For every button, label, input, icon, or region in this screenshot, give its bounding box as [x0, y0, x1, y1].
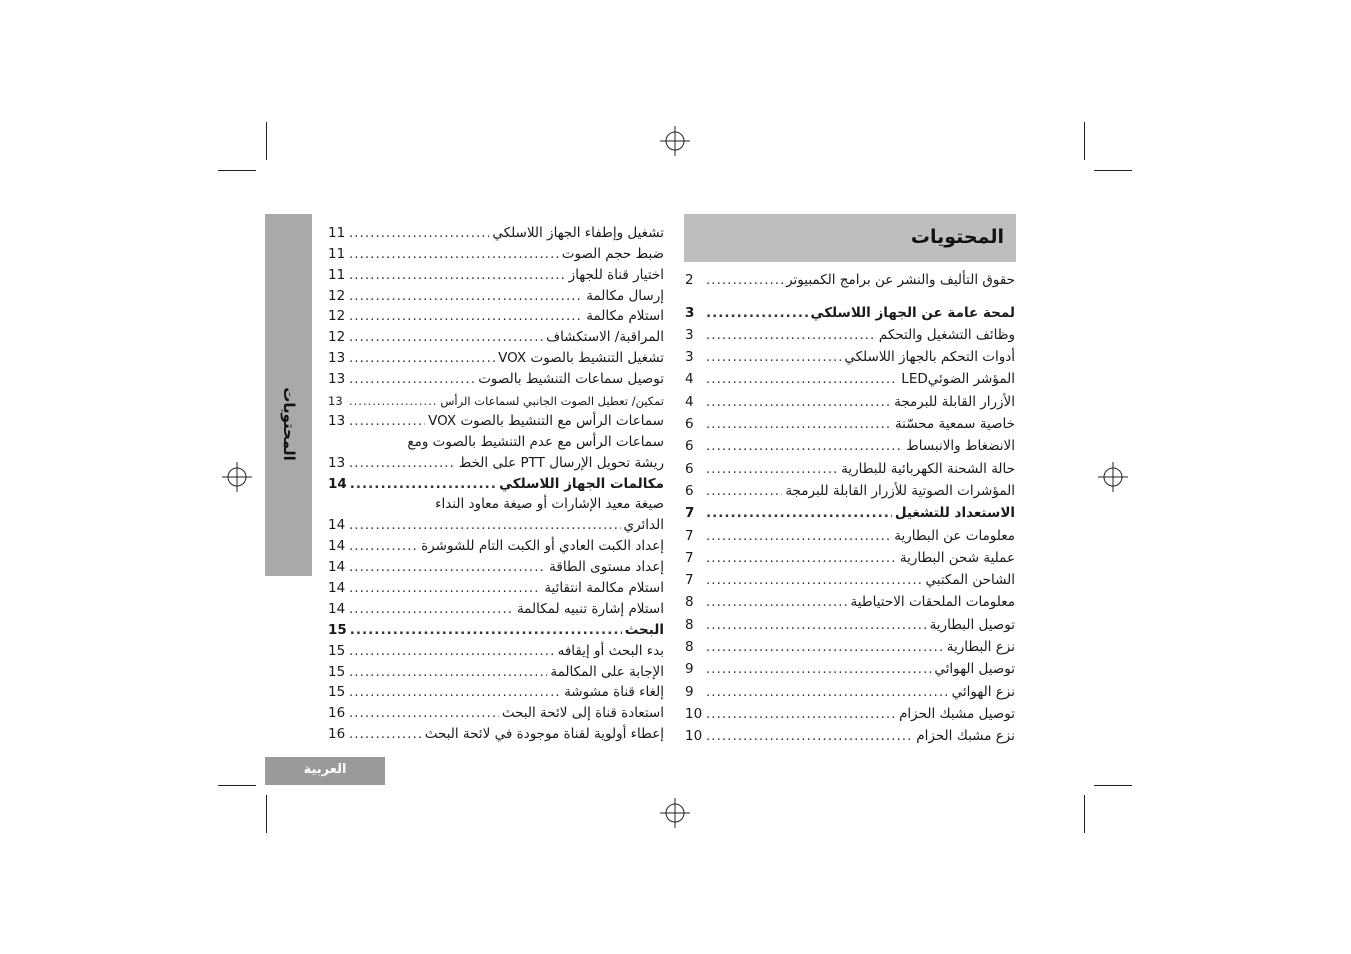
toc-entry[interactable] [685, 343, 1015, 365]
toc-entry[interactable] [328, 304, 664, 325]
toc-page-number: 14 [328, 580, 346, 597]
toc-entry-title: بدء البحث أو إيقافه [557, 642, 664, 659]
toc-entry[interactable] [328, 554, 664, 575]
toc-entry[interactable] [328, 450, 664, 471]
toc-dot-leader [706, 505, 892, 521]
toc-page-number: 12 [328, 329, 346, 346]
toc-section-heading[interactable] [685, 298, 1015, 320]
toc-entry-title: تمكين/ تعطيل الصوت الجانبي لسماعات الرأس [440, 394, 664, 409]
toc-dot-leader [706, 572, 923, 588]
toc-entry[interactable] [328, 241, 664, 262]
toc-entry-title: إلغاء قناة مشوشة [564, 684, 664, 701]
toc-section-heading[interactable] [328, 471, 664, 492]
toc-page-number: 6 [685, 438, 694, 455]
toc-dot-leader [349, 684, 561, 700]
toc-entry[interactable] [328, 387, 664, 408]
toc-page-number: 8 [685, 594, 694, 611]
toc-entry-title: حالة الشحنة الكهربائية للبطارية [841, 460, 1015, 477]
toc-dot-leader [706, 661, 931, 677]
toc-page-number: 15 [328, 684, 346, 701]
toc-page-number: 6 [685, 416, 694, 433]
crop-mark [1084, 122, 1085, 160]
page-title: المحتويات [910, 226, 1004, 248]
toc-dot-leader [349, 225, 489, 241]
crop-mark [1084, 795, 1085, 833]
toc-page-number: 13 [328, 412, 346, 429]
toc-entry[interactable] [685, 432, 1015, 454]
toc-dot-leader [706, 684, 949, 700]
toc-entry-title: المؤشرات الصوتية للأزرار القابلة للبرمجة [785, 482, 1015, 499]
toc-entry[interactable] [328, 324, 664, 345]
toc-entry[interactable] [328, 680, 664, 701]
toc-page-number: 2 [685, 272, 694, 289]
toc-dot-leader [706, 461, 838, 477]
registration-mark-icon [222, 462, 252, 492]
toc-dot-leader [349, 664, 547, 680]
toc-page-number: 13 [328, 394, 343, 409]
toc-page-number: 8 [685, 616, 694, 633]
toc-entry-title: خاصية سمعية محسّنة [894, 416, 1015, 433]
toc-dot-leader [706, 394, 891, 410]
toc-entry-title: الدائري [623, 517, 664, 534]
toc-dot-leader [706, 728, 913, 744]
toc-page-number: 11 [328, 245, 346, 262]
toc-section-heading[interactable] [328, 617, 664, 638]
toc-entry[interactable] [685, 387, 1015, 409]
toc-page-number: 7 [685, 549, 694, 566]
registration-mark-icon [660, 798, 690, 828]
toc-entry[interactable] [685, 700, 1015, 722]
toc-page-number: 13 [328, 371, 346, 388]
toc-dot-leader [706, 483, 782, 499]
toc-spacer [685, 288, 1015, 298]
toc-entry[interactable] [328, 512, 664, 533]
toc-dot-leader [349, 517, 621, 533]
toc-entry[interactable] [685, 544, 1015, 566]
language-tab-label: العربية [303, 762, 347, 777]
toc-entry-title: نزع مشبك الحزام [916, 728, 1015, 745]
toc-entry-title: حقوق التأليف والنشر عن برامج الكمبيوتر [786, 272, 1015, 289]
toc-dot-leader [349, 559, 546, 575]
toc-dot-leader [349, 601, 514, 617]
registration-mark-icon [660, 126, 690, 156]
toc-page-number: 6 [685, 482, 694, 499]
toc-entry-title: وظائف التشغيل والتحكم [878, 326, 1015, 343]
toc-entry[interactable] [685, 365, 1015, 387]
toc-dot-leader [349, 329, 543, 345]
crop-mark [218, 170, 256, 171]
toc-dot-leader [349, 371, 475, 387]
toc-dot-leader [349, 538, 418, 554]
toc-dot-leader [350, 622, 622, 638]
toc-entry-title: توصيل البطارية [929, 616, 1015, 633]
toc-entry-title: توصيل الهوائي [934, 661, 1015, 678]
toc-page-number: 12 [328, 308, 346, 325]
toc-entry-title: المؤشر الضوئيLED [901, 371, 1015, 388]
toc-entry[interactable] [328, 220, 664, 241]
toc-entry[interactable] [685, 588, 1015, 610]
toc-entry-title: الاستعداد للتشغيل [894, 505, 1015, 522]
toc-page-number: 6 [685, 460, 694, 477]
toc-column-left [328, 220, 664, 742]
crop-mark [218, 785, 256, 786]
toc-entry[interactable] [685, 655, 1015, 677]
toc-entry-title: استلام إشارة تنبيه لمكالمة [516, 600, 664, 617]
crop-mark [1094, 785, 1132, 786]
toc-entry-title: استلام مكالمة [586, 308, 664, 325]
toc-entry[interactable] [328, 366, 664, 387]
toc-entry[interactable] [685, 610, 1015, 632]
toc-entry-title: مكالمات الجهاز اللاسلكي [499, 475, 664, 492]
toc-entry-title: نزع الهوائي [951, 683, 1015, 700]
toc-entry-title: إعداد مستوى الطاقة [549, 559, 664, 576]
toc-dot-leader [706, 550, 897, 566]
toc-dot-leader [349, 705, 499, 721]
toc-page-number: 7 [685, 572, 694, 589]
toc-page-number: 11 [328, 224, 346, 241]
toc-entry[interactable] [685, 266, 1015, 288]
toc-column-right [685, 266, 1015, 744]
toc-entry[interactable] [328, 533, 664, 554]
toc-page-number: 13 [328, 350, 346, 367]
toc-entry[interactable] [328, 659, 664, 680]
toc-page-number: 3 [685, 349, 694, 366]
toc-entry-title: نزع البطارية [946, 639, 1015, 656]
toc-entry[interactable] [328, 283, 664, 304]
toc-entry[interactable] [328, 429, 664, 450]
toc-entry-title: صيغة معيد الإشارات أو صيغة معاود النداء [435, 496, 664, 513]
toc-page-number: 13 [328, 454, 346, 471]
toc-entry[interactable] [328, 700, 664, 721]
toc-entry-title: تشغيل التنشيط بالصوت VOX [498, 350, 664, 367]
toc-entry[interactable] [685, 321, 1015, 343]
toc-entry-title: الإجابة على المكالمة [550, 663, 664, 680]
side-tab [265, 214, 312, 576]
toc-page-number: 7 [685, 527, 694, 544]
toc-entry-title: إعطاء أولوية لقناة موجودة في لائحة البحث [424, 726, 664, 743]
toc-entry[interactable] [685, 722, 1015, 744]
crop-mark [1094, 170, 1132, 171]
toc-page-number: 14 [328, 538, 346, 555]
toc-entry[interactable] [328, 575, 664, 596]
toc-entry[interactable] [685, 677, 1015, 699]
toc-entry-title: إعداد الكبت العادي أو الكبت التام للشوشرة [421, 538, 664, 555]
toc-dot-leader [349, 580, 541, 596]
toc-page-number: 15 [328, 642, 346, 659]
toc-entry-title: استلام مكالمة انتقائية [544, 580, 664, 597]
toc-entry-title: توصيل مشبك الحزام [899, 705, 1015, 722]
toc-entry-title: الشاحن المكتبي [925, 572, 1015, 589]
toc-section-heading[interactable] [685, 499, 1015, 521]
toc-entry-title: سماعات الرأس مع عدم التنشيط بالصوت ومع [407, 433, 664, 450]
toc-dot-leader [349, 267, 566, 283]
toc-page-number: 4 [685, 393, 694, 410]
toc-entry-title: أدوات التحكم بالجهاز اللاسلكي [844, 349, 1015, 366]
toc-entry-title: الانضغاط والانبساط [906, 438, 1015, 455]
toc-page-number: 10 [685, 728, 703, 745]
toc-entry-title: سماعات الرأس مع التنشيط بالصوت VOX [428, 412, 664, 429]
toc-dot-leader [349, 455, 456, 471]
toc-page-number: 7 [685, 505, 695, 522]
crop-mark [266, 795, 267, 833]
toc-dot-leader [706, 327, 876, 343]
toc-entry[interactable] [685, 633, 1015, 655]
toc-page-number: 3 [685, 326, 694, 343]
toc-page-number: 10 [685, 705, 703, 722]
toc-dot-leader [706, 438, 903, 454]
toc-entry-title: البحث [624, 621, 664, 638]
toc-dot-leader [706, 416, 892, 432]
toc-dot-leader [706, 617, 927, 633]
toc-dot-leader [706, 371, 898, 387]
toc-dot-leader [706, 528, 891, 544]
toc-entry[interactable] [328, 721, 664, 742]
toc-page-number: 15 [328, 663, 346, 680]
toc-entry-title: اختيار قناة للجهاز [568, 266, 664, 283]
toc-dot-leader [349, 308, 583, 324]
toc-page-number: 14 [328, 559, 346, 576]
toc-entry[interactable] [685, 566, 1015, 588]
toc-page-number: 8 [685, 639, 694, 656]
toc-page-number: 14 [328, 600, 346, 617]
toc-page-number: 9 [685, 683, 694, 700]
toc-dot-leader [706, 706, 896, 722]
toc-dot-leader [706, 594, 848, 610]
toc-entry-title: المراقبة/ الاستكشاف [546, 329, 664, 346]
toc-entry[interactable] [328, 262, 664, 283]
toc-dot-leader [349, 413, 425, 429]
toc-page-number: 12 [328, 287, 346, 304]
toc-entry-title: لمحة عامة عن الجهاز اللاسلكي [810, 304, 1015, 321]
toc-entry-title: الأزرار القابلة للبرمجة [894, 393, 1015, 410]
toc-entry-title: إرسال مكالمة [586, 287, 664, 304]
toc-entry[interactable] [685, 410, 1015, 432]
toc-page-number: 16 [328, 726, 346, 743]
toc-entry-title: ضبط حجم الصوت [561, 245, 664, 262]
toc-entry[interactable] [328, 345, 664, 366]
toc-page-number: 3 [685, 304, 695, 321]
crop-mark [266, 122, 267, 160]
side-tab-label: المحتويات [279, 387, 298, 461]
toc-dot-leader [349, 246, 559, 262]
toc-dot-leader [706, 349, 841, 365]
toc-entry[interactable] [328, 596, 664, 617]
toc-dot-leader [706, 305, 808, 321]
title-band [684, 214, 1016, 262]
toc-entry-title: تشغيل وإطفاء الجهاز اللاسلكي [492, 224, 664, 241]
toc-dot-leader [350, 476, 496, 492]
toc-entry-title: معلومات الملحقات الاحتياطية [850, 594, 1015, 611]
toc-entry[interactable] [685, 454, 1015, 476]
toc-entry-title: ريشة تحويل الإرسال PTT على الخط [458, 454, 664, 471]
toc-dot-leader [706, 639, 944, 655]
toc-entry-title: عملية شحن البطارية [899, 549, 1015, 566]
toc-entry[interactable] [328, 638, 664, 659]
toc-page-number: 14 [328, 517, 346, 534]
toc-page-number: 11 [328, 266, 346, 283]
toc-page-number: 9 [685, 661, 694, 678]
toc-entry-title: استعادة قناة إلى لائحة البحث [501, 705, 664, 722]
toc-page-number: 14 [328, 475, 347, 492]
toc-dot-leader [706, 272, 783, 288]
toc-dot-leader [349, 726, 422, 742]
toc-entry[interactable] [328, 408, 664, 429]
toc-entry[interactable] [685, 477, 1015, 499]
toc-dot-leader [349, 643, 555, 659]
toc-page-number: 4 [685, 371, 694, 388]
toc-dot-leader [349, 394, 437, 408]
toc-page-number: 16 [328, 705, 346, 722]
registration-mark-icon [1098, 462, 1128, 492]
language-tab [265, 757, 385, 785]
toc-dot-leader [349, 288, 583, 304]
toc-page-number: 15 [328, 621, 347, 638]
toc-entry-title: معلومات عن البطارية [894, 527, 1015, 544]
toc-entry[interactable] [328, 492, 664, 513]
toc-dot-leader [349, 350, 495, 366]
toc-entry-title: توصيل سماعات التنشيط بالصوت [478, 371, 664, 388]
toc-entry[interactable] [685, 521, 1015, 543]
